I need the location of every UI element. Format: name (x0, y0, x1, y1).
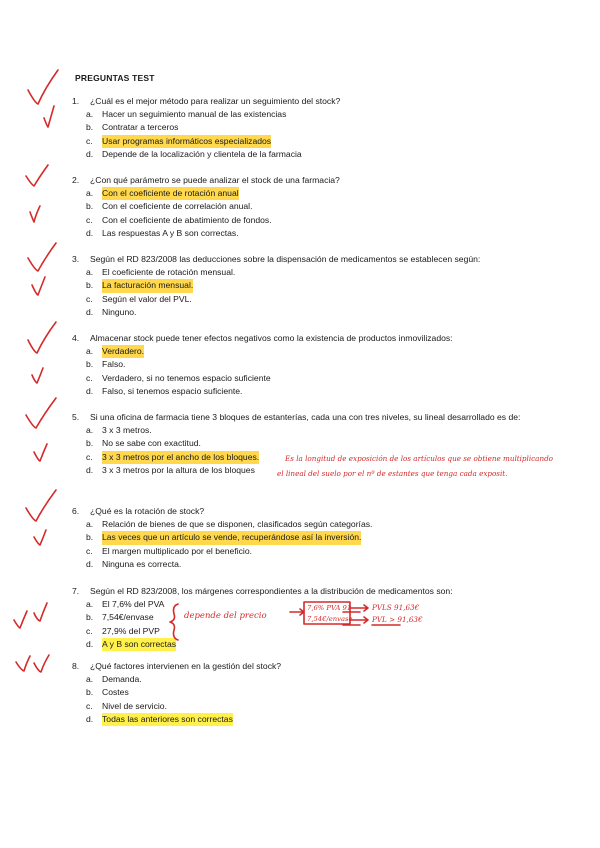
check-mark-icon (26, 165, 48, 186)
option-d: d. Ninguna es correcta. (86, 558, 182, 569)
option-a: a. Con el coeficiente de rotación anual (72, 187, 542, 200)
question-8: 8. ¿Qué factores intervienen en la gestión del stock? a. Demanda. b. Costes c. Nivel de servicio. d. Todas las anteriores son correctas (72, 660, 542, 726)
option-b: b. No se sabe con exactitud. (86, 438, 201, 449)
option-b: b. Costes (86, 687, 129, 698)
question-text: Según el RD 823/2008 las deducciones sobre la dispensación de medicamentos se establecen según: (90, 254, 481, 264)
check-mark-icon (32, 368, 43, 383)
check-mark-icon (16, 656, 30, 671)
question-4: 4. Almacenar stock puede tener efectos negativos como la existencia de productos inmovilizados: a. Verdadero. b. Falso. c. Verdadero, si no tenemos espacio suficiente d. Falso, si tenemos espacio suficiente. (72, 332, 542, 398)
option-c: c. Según el valor del PVL. (86, 293, 192, 304)
option-c: c. 3 x 3 metros por el ancho de los bloques. (72, 451, 542, 464)
highlighted-answer: A y B son correctas (102, 638, 176, 651)
option-d: d. Las respuestas A y B son correctas. (86, 227, 239, 238)
q7-right-line-1: PVLS 91,63€ (372, 603, 420, 612)
option-b: b. Con el coeficiente de correlación anual. (86, 201, 253, 212)
option-c: c. Usar programas informáticos especializados (72, 135, 542, 148)
check-mark-icon (44, 106, 54, 127)
question-6: 6. ¿Qué es la rotación de stock? a. Relación de bienes de que se disponen, clasificados según categorías. b. Las veces que un artículo se vende, recuperándose así la inversión. c. El margen multiplicado por el beneficio. d. Ninguna es correcta. (72, 505, 542, 571)
q7-box-line-1: 7,6% PVA 91 (307, 604, 352, 612)
question-2: 2. ¿Con qué parámetro se puede analizar el stock de una farmacia? a. Con el coeficiente de rotación anual b. Con el coeficiente de correlación anual. c. Con el coeficiente de abatimiento de fondos. d. Las respuestas A y B son correctas. (72, 174, 542, 240)
highlighted-answer: Con el coeficiente de rotación anual (102, 187, 239, 200)
option-d: d. Ninguno. (86, 306, 137, 317)
highlighted-answer: Las veces que un artículo se vende, recuperándose así la inversión. (102, 531, 361, 544)
highlighted-answer: Todas las anteriores son correctas (102, 713, 233, 726)
q5-handwritten-note-1: Es la longitud de exposición de los artículos que se obtiene multiplicando (285, 454, 554, 463)
highlighted-answer: Usar programas informáticos especializados (102, 135, 271, 148)
option-b: b. Falso. (86, 359, 126, 370)
option-d: d. Falso, si tenemos espacio suficiente. (86, 385, 243, 396)
check-mark-icon (34, 603, 47, 621)
highlighted-answer: Verdadero. (102, 345, 144, 358)
question-7: 7. Según el RD 823/2008, los márgenes correspondientes a la distribución de medicamentos son: a. El 7,6% del PVA b. 7,54€/envase c. 27,9% del PVP d. A y B son correctas (72, 585, 542, 651)
option-d: d. Depende de la localización y clientela de la farmacia (86, 148, 302, 159)
option-c: c. Con el coeficiente de abatimiento de fondos. (86, 214, 272, 225)
q7-right-line-2: PVL > 91,63€ (372, 615, 423, 624)
option-b: b. La facturación mensual. (72, 279, 542, 292)
highlighted-answer: La facturación mensual. (102, 279, 193, 292)
check-mark-icon (26, 398, 56, 428)
check-mark-icon (34, 655, 49, 672)
question-number: 1. (72, 96, 80, 106)
option-c: c. 27,9% del PVP (86, 625, 160, 636)
question-text: Según el RD 823/2008, los márgenes correspondientes a la distribución de medicamentos son: (90, 586, 453, 596)
check-mark-icon (34, 530, 46, 545)
question-text: ¿Qué factores intervienen en la gestión del stock? (90, 661, 282, 671)
question-5: 5. Si una oficina de farmacia tiene 3 bloques de estanterías, cada una con tres niveles, su lineal desarrollado es de: a. 3 x 3 metros. b. No se sabe con exactitud. c. 3 x 3 metros por el ancho de los bloques. d. 3 x 3 metros por la altura de los bloques (72, 411, 542, 477)
option-a: a. El 7,6% del PVA (86, 599, 165, 610)
q5-handwritten-note-2: el lineal del suelo por el nº de estantes que tenga cada exposit. (277, 469, 508, 478)
check-mark-icon (28, 70, 58, 104)
question-3: 3. Según el RD 823/2008 las deducciones sobre la dispensación de medicamentos se establecen según: a. El coeficiente de rotación mensual. b. La facturación mensual. c. Según el valor del PVL. d. Ninguno. (72, 253, 542, 319)
check-mark-icon (28, 322, 56, 353)
option-d: d. A y B son correctas (72, 638, 542, 651)
option-b: b. 7,54€/envase (86, 612, 154, 623)
question-text: ¿Con qué parámetro se puede analizar el stock de una farmacia? (90, 175, 340, 185)
option-b: b. Las veces que un artículo se vende, recuperándose así la inversión. (72, 531, 542, 544)
option-a: a. 3 x 3 metros. (86, 425, 152, 436)
check-mark-icon (28, 243, 56, 271)
arrow-icon (350, 617, 368, 623)
option-a: a. Relación de bienes de que se disponen, clasificados según categorías. (86, 519, 373, 530)
q7-box-line-2: 7,54€/envase (307, 615, 353, 623)
question-text: Si una oficina de farmacia tiene 3 bloques de estanterías, cada una con tres niveles, su lineal desarrollado es de: (90, 412, 521, 422)
check-mark-icon (32, 277, 45, 295)
check-mark-icon (14, 611, 27, 628)
option-c: c. Verdadero, si no tenemos espacio suficiente (86, 372, 271, 383)
arrow-icon (350, 605, 368, 611)
arrow-icon (290, 609, 304, 615)
check-mark-icon (34, 444, 47, 461)
option-a: a. Demanda. (86, 674, 142, 685)
question-text: ¿Cuál es el mejor método para realizar un seguimiento del stock? (90, 96, 341, 106)
option-c: c. Nivel de servicio. (86, 700, 167, 711)
option-a: a. Verdadero. (72, 345, 542, 358)
option-a: a. El coeficiente de rotación mensual. (86, 267, 236, 278)
question-text: Almacenar stock puede tener efectos negativos como la existencia de productos inmovilizados: (90, 333, 453, 343)
question-text: ¿Qué es la rotación de stock? (90, 506, 205, 516)
brace-mark (170, 604, 178, 640)
q7-handwritten-label: depende del precio (184, 611, 267, 621)
page-title: PREGUNTAS TEST (75, 73, 155, 83)
check-mark-icon (30, 206, 40, 222)
option-b: b. Contratar a terceros (86, 122, 179, 133)
option-c: c. El margen multiplicado por el beneficio. (86, 545, 252, 556)
option-d: d. Todas las anteriores son correctas (72, 713, 542, 726)
highlighted-answer: 3 x 3 metros por el ancho de los bloques. (102, 451, 259, 464)
check-mark-icon (26, 490, 56, 521)
option-d: d. 3 x 3 metros por la altura de los bloques (86, 464, 255, 475)
option-a: a. Hacer un seguimiento manual de las existencias (86, 109, 287, 120)
